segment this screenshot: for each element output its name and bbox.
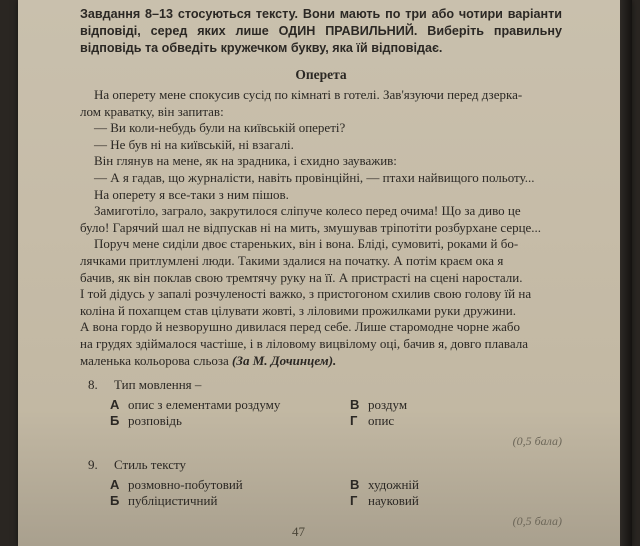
text-line: — А я гадав, що журналісти, навіть провінційні, — птахи найвищого польоту...	[94, 169, 535, 185]
task-instruction: Завдання 8–13 стосуються тексту. Вони мають по три або чотири варіанти відповіді, серед яких лише ОДИН ПРАВИЛЬНИЙ. Виберіть правильну відповідь та обведіть кружечком букву, яка їй відповідає.	[80, 7, 562, 55]
option-letter: А	[110, 397, 120, 413]
text-line: коліна й похапцем став цілувати жовті, з ліловими прожилками руки дружини.	[80, 302, 516, 318]
answer-options	[110, 397, 562, 429]
question-header	[88, 377, 562, 393]
answer-option-v[interactable]	[350, 397, 550, 413]
option-text: роздум	[368, 397, 408, 413]
question-prompt: Тип мовлення –	[114, 377, 202, 393]
text-line: бачив, як він поклав свою тремтячу руку на її. А пристрасті на сцені наростали.	[80, 269, 523, 285]
option-text: опис з елементами роздуму	[128, 397, 281, 413]
text-line: Поруч мене сиділи двоє стареньких, він і вона. Бліді, сумовиті, роками й бо-	[94, 236, 519, 252]
answer-options	[110, 477, 562, 509]
attribution: (За М. Дочинцем).	[232, 352, 337, 368]
question-9	[80, 457, 562, 529]
story-text	[80, 87, 562, 369]
text-title: Оперета	[295, 67, 347, 82]
option-letter: Г	[350, 413, 358, 429]
text-line: на грудях здіймалося частіше, і в ліловому вицвілому оці, бачив я, довго плавала	[80, 335, 528, 351]
answer-option-a[interactable]	[110, 477, 350, 493]
text-line: На оперету я все-таки з ним пішов.	[94, 186, 289, 202]
answer-option-g[interactable]	[350, 413, 550, 429]
answer-option-v[interactable]	[350, 477, 550, 493]
answer-option-a[interactable]	[110, 397, 350, 413]
option-text: опис	[368, 413, 395, 429]
answer-option-g[interactable]	[350, 493, 550, 509]
question-number: 9.	[88, 457, 98, 473]
page-edge-shadow	[620, 0, 632, 546]
page-content	[80, 6, 562, 529]
text-line: І той дідусь у запалі розчуленості важко, з пристогоном схилив свою голову їй на	[80, 286, 532, 302]
option-text: розповідь	[128, 413, 182, 429]
page-number: 47	[292, 524, 305, 539]
option-text: науковий	[368, 493, 419, 509]
text-line	[80, 353, 562, 370]
text-line: — Ви коли-небудь були на київській опереті?	[94, 120, 346, 136]
option-text: розмовно-побутовий	[128, 477, 243, 493]
score-label: (0,5 бала)	[512, 434, 562, 449]
text-line: На оперету мене спокусив сусід по кімнаті в готелі. Зав'язуючи перед дзерка-	[94, 87, 523, 102]
question-prompt: Стиль тексту	[114, 457, 187, 473]
option-text: художній	[368, 477, 419, 493]
text-line: Замиготіло, заграло, закрутилося сліпуче колесо перед очима! Що за диво це	[94, 203, 521, 219]
text-line: лячками притлумлені люди. Такими здалися на початку. А потім краєм ока я	[80, 252, 504, 268]
option-letter: А	[110, 477, 120, 493]
text-line: А вона гордо й незворушно дивилася перед себе. Лише старомодне чорне жабо	[80, 319, 520, 335]
option-letter: Б	[110, 493, 120, 509]
option-text: публіцистичний	[128, 493, 218, 509]
option-letter: Г	[350, 493, 358, 509]
answer-option-b[interactable]	[110, 493, 350, 509]
option-letter: В	[350, 397, 360, 413]
question-header	[88, 457, 562, 473]
text-line: було! Гарячий шал не відпускав ні на мить, змушував тріпотіти розбурхане серце...	[80, 219, 542, 235]
question-number: 8.	[88, 377, 98, 393]
text-line: лом краватку, він запитав:	[80, 103, 224, 119]
option-letter: Б	[110, 413, 120, 429]
text-line: — Не був ні на київській, ні взагалі.	[94, 136, 294, 152]
option-letter: В	[350, 477, 360, 493]
text-line: Він глянув на мене, як на зрадника, і єхидно зауважив:	[94, 153, 397, 169]
score-label: (0,5 бала)	[512, 514, 562, 529]
book-page	[18, 0, 632, 546]
question-8	[80, 377, 562, 449]
answer-option-b[interactable]	[110, 413, 350, 429]
text-line-end: маленька кольорова сльоза	[80, 352, 229, 368]
